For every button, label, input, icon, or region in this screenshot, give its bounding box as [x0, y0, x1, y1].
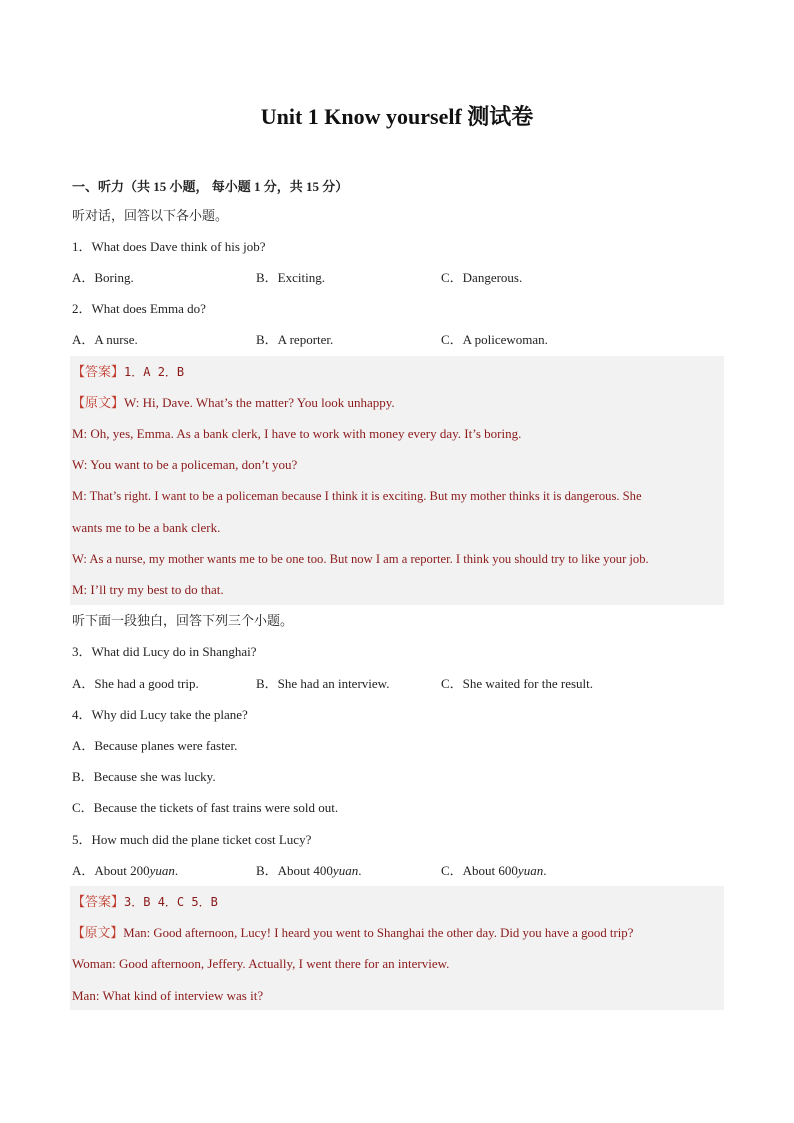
option-b: B．Because she was lucky.	[72, 769, 216, 784]
question-1-stem: 1．What does Dave think of his job?	[72, 239, 266, 254]
option-c: C．Because the tickets of fast trains were sold out.	[72, 800, 339, 815]
answer-keys: 3．B 4．C 5．B	[124, 895, 218, 909]
question-2-stem: 2．What does Emma do?	[72, 301, 206, 316]
option-a: A．About 200yuan.	[72, 863, 179, 878]
question-5-options	[72, 862, 722, 880]
option-c: C．A policewoman.	[441, 332, 548, 347]
question-3-stem: 3．What did Lucy do in Shanghai?	[72, 644, 257, 659]
section-heading-listening: 一、听力（共 15 小题， 每小题 1 分，共 15 分）	[72, 179, 349, 194]
option-c: C．About 600yuan.	[441, 863, 547, 878]
option-a: A．She had a good trip.	[72, 676, 199, 691]
answer-label: 【答案】	[72, 364, 125, 379]
unit-yuan: yuan	[149, 863, 175, 878]
transcript-line: wants me to be a bank clerk.	[72, 520, 221, 535]
transcript-line: W: As a nurse, my mother wants me to be one too. But now I am a reporter. I think you should try to like your job.	[72, 552, 649, 566]
unit-yuan: yuan	[517, 863, 544, 878]
question-2-options	[72, 331, 722, 349]
answer-2	[72, 893, 218, 911]
option-a: A．Because planes were faster.	[72, 738, 238, 753]
transcript-1-first	[72, 394, 395, 412]
option-b: B．Exciting.	[256, 270, 325, 285]
option-a: A．Boring.	[72, 270, 134, 285]
option-c: C．She waited for the result.	[441, 676, 593, 691]
question-1-options	[72, 269, 722, 287]
option-c: C．Dangerous.	[441, 270, 523, 285]
page-title: Unit 1 Know yourself 测试卷	[260, 104, 534, 129]
question-3-options	[72, 675, 722, 693]
answer-1	[72, 363, 184, 381]
dialog-instruction: 听对话，回答以下各小题。	[72, 208, 229, 223]
transcript-line: M: Oh, yes, Emma. As a bank clerk, I have to work with money every day. It’s boring.	[72, 426, 522, 441]
option-b: B．She had an interview.	[256, 676, 390, 691]
transcript-line: M: That’s right. I want to be a policeman because I think it is exciting. But my mother thinks it is dangerous. She	[72, 489, 642, 503]
transcript-2-first	[72, 924, 633, 942]
transcript-line: Man: Good afternoon, Lucy! I heard you went to Shanghai the other day. Did you have a good trip?	[123, 926, 634, 940]
unit-yuan: yuan	[332, 863, 359, 878]
answer-label: 【答案】	[72, 894, 125, 909]
transcript-line: M: I’ll try my best to do that.	[72, 582, 224, 597]
transcript-line: Man: What kind of interview was it?	[72, 988, 264, 1003]
option-b: B．A reporter.	[256, 332, 334, 347]
option-b: B．About 400yuan.	[256, 863, 362, 878]
question-4-stem: 4．Why did Lucy take the plane?	[72, 707, 248, 722]
transcript-label: 【原文】	[72, 395, 125, 410]
transcript-line: W: You want to be a policeman, don’t you?	[72, 457, 298, 472]
transcript-line: Woman: Good afternoon, Jeffery. Actually, I went there for an interview.	[72, 956, 450, 971]
monologue-instruction: 听下面一段独白，回答下列三个小题。	[72, 613, 294, 628]
transcript-line: W: Hi, Dave. What’s the matter? You look unhappy.	[124, 395, 395, 410]
question-5-stem: 5．How much did the plane ticket cost Lucy?	[72, 832, 312, 847]
option-a: A．A nurse.	[72, 332, 138, 347]
transcript-label: 【原文】	[72, 926, 124, 940]
answer-keys: 1．A 2．B	[124, 365, 185, 379]
